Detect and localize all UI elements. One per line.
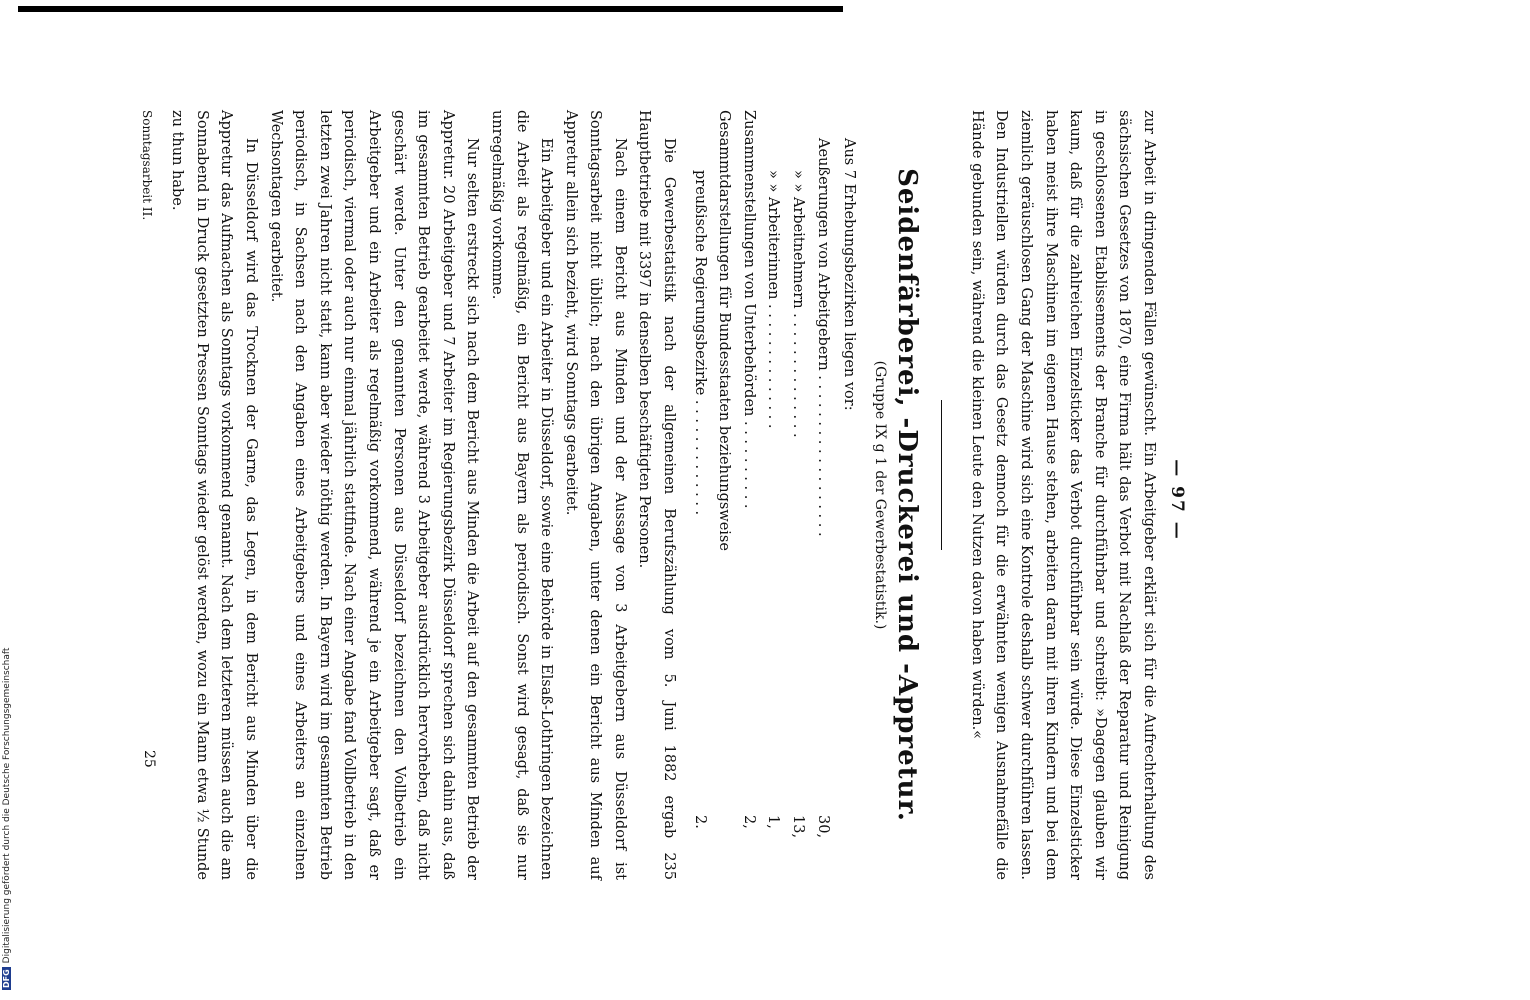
dfg-logo-icon: DFG: [2, 969, 11, 988]
stat-label: » » Arbeiterinnen . . . . . . . . . . . . . .: [765, 170, 782, 429]
section-subheading: (Gruppe IX g 1 der Gewerbestatistik.): [872, 360, 889, 630]
stat-label: » » Arbeitnehmern . . . . . . . . . . . . . .: [790, 170, 807, 438]
stat-row: [712, 110, 737, 880]
stat-value: 13,: [790, 815, 807, 839]
digitization-credit: [2, 600, 12, 990]
stat-row: [687, 110, 712, 880]
section-divider: [941, 400, 942, 550]
signature-mark: Sonntagsarbeit II.: [139, 110, 154, 221]
stat-row: [761, 110, 786, 880]
stat-value: 2,: [740, 815, 757, 829]
stat-label: Aeußerungen von Arbeitgebern . . . . . . . . . . . . . . . . . .: [814, 138, 831, 537]
body-paragraph: Die Gewerbestatistik nach der allgemeinen Berufszählung vom 5. Juni 1882 ergab 235 Hauptbetriebe mit 3397 in denselben beschäftigten Personen.: [636, 110, 678, 880]
stat-value: 2.: [691, 815, 708, 829]
stat-row: [736, 110, 761, 880]
stats-intro: Aus 7 Erhebungsbezirken liegen vor:: [841, 138, 858, 411]
stat-value: 30,: [814, 815, 831, 839]
body-paragraph: Nur selten erstreckt sich nach dem Bericht aus Minden die Arbeit auf den gesammten Betrieb der Appretur. 20 Arbeitgeber und 7 Arbeiter im Regierungsbezirk Düsseldorf sprechen sich dahin aus, daß im gesammten Betrieb gearbeitet werde, während 3 Arbeitgeber ausdrücklich hervorheben, daß nicht geschärt werde. Unter den genannten Personen aus Düsseldorf bezeichnen den Vollbetrieb ein Arbeitgeber und ein Arbeiter als regelmäßig vorkommend, während je ein Arbeitgeber sagt, daß er periodisch, viermal oder auch nur einmal jährlich stattfinde. Nach einer Angabe fand Vollbetrieb in den letzten zwei Jahren nicht statt, kann aber wieder nöthig werden. In Bayern wird im gesammten Betrieb periodisch, in Sachsen nach den Angaben eines Arbeitgebers und eines Arbeiters an einzelnen Wechsontagen gearbeitet.: [267, 110, 481, 880]
credit-text: Digitalisierung gefördert durch die Deutsche Forschungsgemeinschaft: [2, 647, 12, 964]
stat-row: [785, 110, 810, 880]
body-paragraph: In Düsseldorf wird das Trocknen der Garne, das Legen, in dem Bericht aus Minden über die Appretur das Aufmachen als Sonntags vorkommend genannt. Nach dem letzteren müssen auch die am Sonnabend in Druck gesetzten Pressen Sonntags wieder gelöst werden, wozu ein Mann etwa ½ Stunde zu thun habe.: [169, 110, 259, 880]
intro-paragraph: zur Arbeit in dringenden Fällen gewünscht. Ein Arbeitgeber erklärt sich für die Aufrechterhaltung des sächsischen Gesetzes von 1870, eine Firma hält das Verbot mit Nachlaß der Reparatur und Reinigung in geschlossenen Etablissements der Branche für durchführbar und schreibt: »Dagegen glauben wir kaum, daß für die zahlreichen Einzelsticker das Verbot durchführbar sein würde. Diese Einzelsticker haben meist ihre Maschinen im eigenen Hause stehen, arbeiten daran mit ihren Kindern und bei dem ziemlich geräuschlosen Gang der Maschine wird sich eine Kontrole deshalb schwer durchführen lassen. Den Industriellen würden durch das Gesetz dennoch für die erwähnten wenigen Ausnahmefälle die Hände gebunden sein, während die kleinen Leute den Nutzen davon haben würden.«: [968, 110, 1157, 880]
page-number: — 97 —: [1167, 459, 1187, 541]
stat-label: preußische Regierungsbezirke . . . . . . . . . . . . .: [691, 170, 708, 516]
sheet-number: 25: [140, 750, 157, 768]
page-footer: [139, 110, 165, 880]
body-paragraph: Nach einem Bericht aus Minden und der Aussage von 3 Arbeitgebern aus Düsseldorf ist Sonntagsarbeit nicht üblich; nach den übrigen Angaben, unter denen ein Bericht aus Minden auf Appretur allein sich bezieht, wird Sonntags gearbeitet.: [562, 110, 628, 880]
stat-label: Zusammenstellungen von Unterbehörden . . . . . . . . . .: [740, 110, 757, 509]
body-paragraph: Ein Arbeitgeber und ein Arbeiter in Düsseldorf, sowie eine Behörde in Elsaß-Lothringen bezeichnen die Arbeit als regelmäßig, ein Bericht aus Bayern als periodisch. Sonst wird gesagt, daß sie nur unregelmäßig vorkomme.: [488, 110, 555, 880]
stat-value: 1,: [765, 815, 782, 829]
stat-row: [810, 110, 835, 880]
book-page: [85, 0, 1195, 1000]
section-heading: Seidenfärberei, -Druckerei und -Appretur.: [892, 168, 923, 822]
stat-label: Gesammtdarstellungen für Bundesstaaten beziehungsweise: [716, 110, 733, 551]
